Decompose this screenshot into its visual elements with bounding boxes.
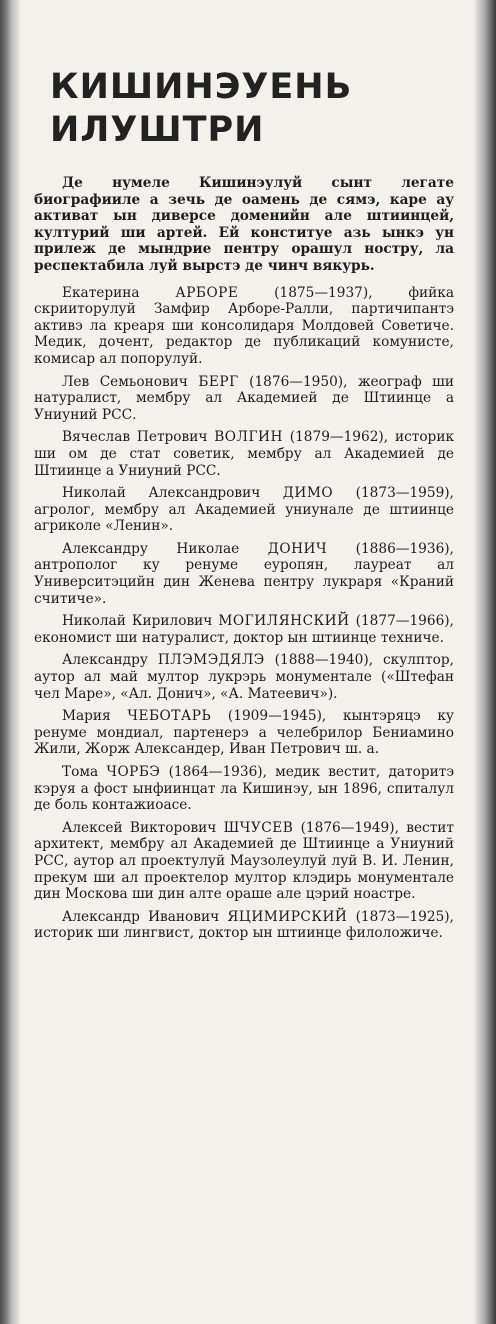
entry-given-name: Тома bbox=[62, 764, 107, 780]
entry-surname: ЧОРБЭ bbox=[106, 764, 161, 780]
title-line-2: ИЛУШТРИ bbox=[50, 110, 265, 150]
entry-donich bbox=[34, 541, 454, 607]
entry-details: (1877—1966), економист ши натуралист, доктор ын штиинце техниче. bbox=[34, 613, 454, 646]
page-title bbox=[50, 66, 352, 152]
entry-given-name: Александр Иванович bbox=[62, 908, 228, 925]
entry-given-name: Александру bbox=[62, 652, 158, 669]
entry-surname: ПЛЭМЭДЯЛЭ bbox=[157, 652, 265, 669]
title-line-1: КИШИНЭУЕНЬ bbox=[50, 67, 353, 107]
entry-details: (1886—1936), антрополог ку ренуме еуропян, лауреат ал Университэцийн дин Женева пентру лукраря «Краний считиче». bbox=[34, 540, 454, 607]
entry-details: (1888—1940), скулптор, аутор ал май мултор лукрэрь монументале («Штефан чел Маре», «Ал. Донич», «А. Матеевич»). bbox=[34, 652, 455, 702]
entry-surname: МОГИЛЯНСКИЙ bbox=[218, 613, 350, 630]
article-body bbox=[34, 175, 454, 948]
entry-given-name: Лев Семьонович bbox=[62, 373, 199, 390]
entry-surname: ЯЦИМИРСКИЙ bbox=[227, 908, 348, 925]
entry-berg bbox=[34, 374, 454, 424]
entry-given-name: Мария bbox=[62, 708, 128, 725]
entry-dimo bbox=[34, 485, 454, 535]
entry-ciorba bbox=[34, 764, 454, 814]
entry-volgin bbox=[34, 429, 454, 479]
scan-right-edge-shadow bbox=[474, 0, 496, 1324]
entry-mogilyanskiy bbox=[34, 613, 454, 646]
entry-surname: ВОЛГИН bbox=[214, 429, 283, 446]
entry-surname: ЧЕБОТАРЬ bbox=[127, 708, 212, 725]
intro-paragraph: Де нумеле Кишинэулуй сынт легате биографииле а зечь де оамень де сямэ, каре ау активат ын диверсе доменийн але штиинцей, културий ши артей. Ей конституе азь ынкэ ун прилеж де мындрие пентру орашул ностру, ла респектабила луй вырстэ де чинч вякурь. bbox=[34, 175, 454, 274]
entry-surname: АРБОРЕ bbox=[175, 284, 239, 301]
entry-surname: БЕРГ bbox=[198, 373, 239, 390]
entry-details: (1876—1950), жеограф ши натуралист, мембру ал Академией де Штиинце а Униуний РСС. bbox=[34, 373, 454, 423]
entry-details: (1873—1959), агролог, мембру ал Академией униунале де штиинце агриколе «Ленин». bbox=[34, 485, 454, 535]
entry-details: (1875—1937), фийка скрииторулуй Замфир Арборе-Ралли, партичипантэ активэ ла креаря ши консолидаря Молдовей Советиче. Медик, дочент, редактор де публикаций комунисте, комисар ал попорулуй. bbox=[34, 284, 454, 367]
entry-details: (1909—1945), кынтэряцэ ку ренуме мондиал, партенерэ а челебрилор Бениамино Жили, Жорж Александер, Иван Петрович ш. а. bbox=[34, 708, 454, 758]
entry-surname: ШЧУСЕВ bbox=[223, 819, 294, 836]
entry-surname: ДОНИЧ bbox=[267, 540, 328, 557]
entry-given-name: Екатерина bbox=[62, 284, 176, 301]
entry-plamadeala bbox=[34, 652, 454, 702]
entry-given-name: Вячеслав Петрович bbox=[62, 429, 215, 446]
entry-surname: ДИМО bbox=[282, 485, 334, 502]
entry-given-name: Николай Кирилович bbox=[62, 613, 219, 630]
entry-arbore bbox=[34, 285, 454, 368]
entry-cebotari bbox=[34, 708, 454, 758]
entry-given-name: Николай Александрович bbox=[62, 485, 283, 502]
entry-yatsimirskiy bbox=[34, 909, 454, 942]
scan-left-edge-shadow bbox=[0, 0, 20, 1324]
entry-details: (1864—1936), медик вестит, даторитэ кэруя а фост ынфиинцат ла Кишинэу, ын 1896, спиталул де боль контажиоасе. bbox=[34, 764, 454, 814]
entry-given-name: Алексей Викторович bbox=[62, 819, 224, 836]
entry-shchusev bbox=[34, 820, 454, 903]
entry-details: (1879—1962), историк ши ом де стат советик, мембру ал Академией де Штиинце а Униуний РСС. bbox=[34, 429, 454, 479]
entry-details: (1876—1949), вестит архитект, мембру ал Академией де Штиинце а Униуний РСС, аутор ал проектулуй Маузолеулуй луй В. И. Ленин, прекум ши ал проектелор мултор клэдирь монументале дин Москова ши дин алте ораше але цэрий ноастре. bbox=[34, 819, 454, 903]
entry-details: (1873—1925), историк ши лингвист, доктор ын штиинце филоложиче. bbox=[34, 908, 454, 942]
entry-given-name: Александру Николае bbox=[62, 540, 268, 557]
